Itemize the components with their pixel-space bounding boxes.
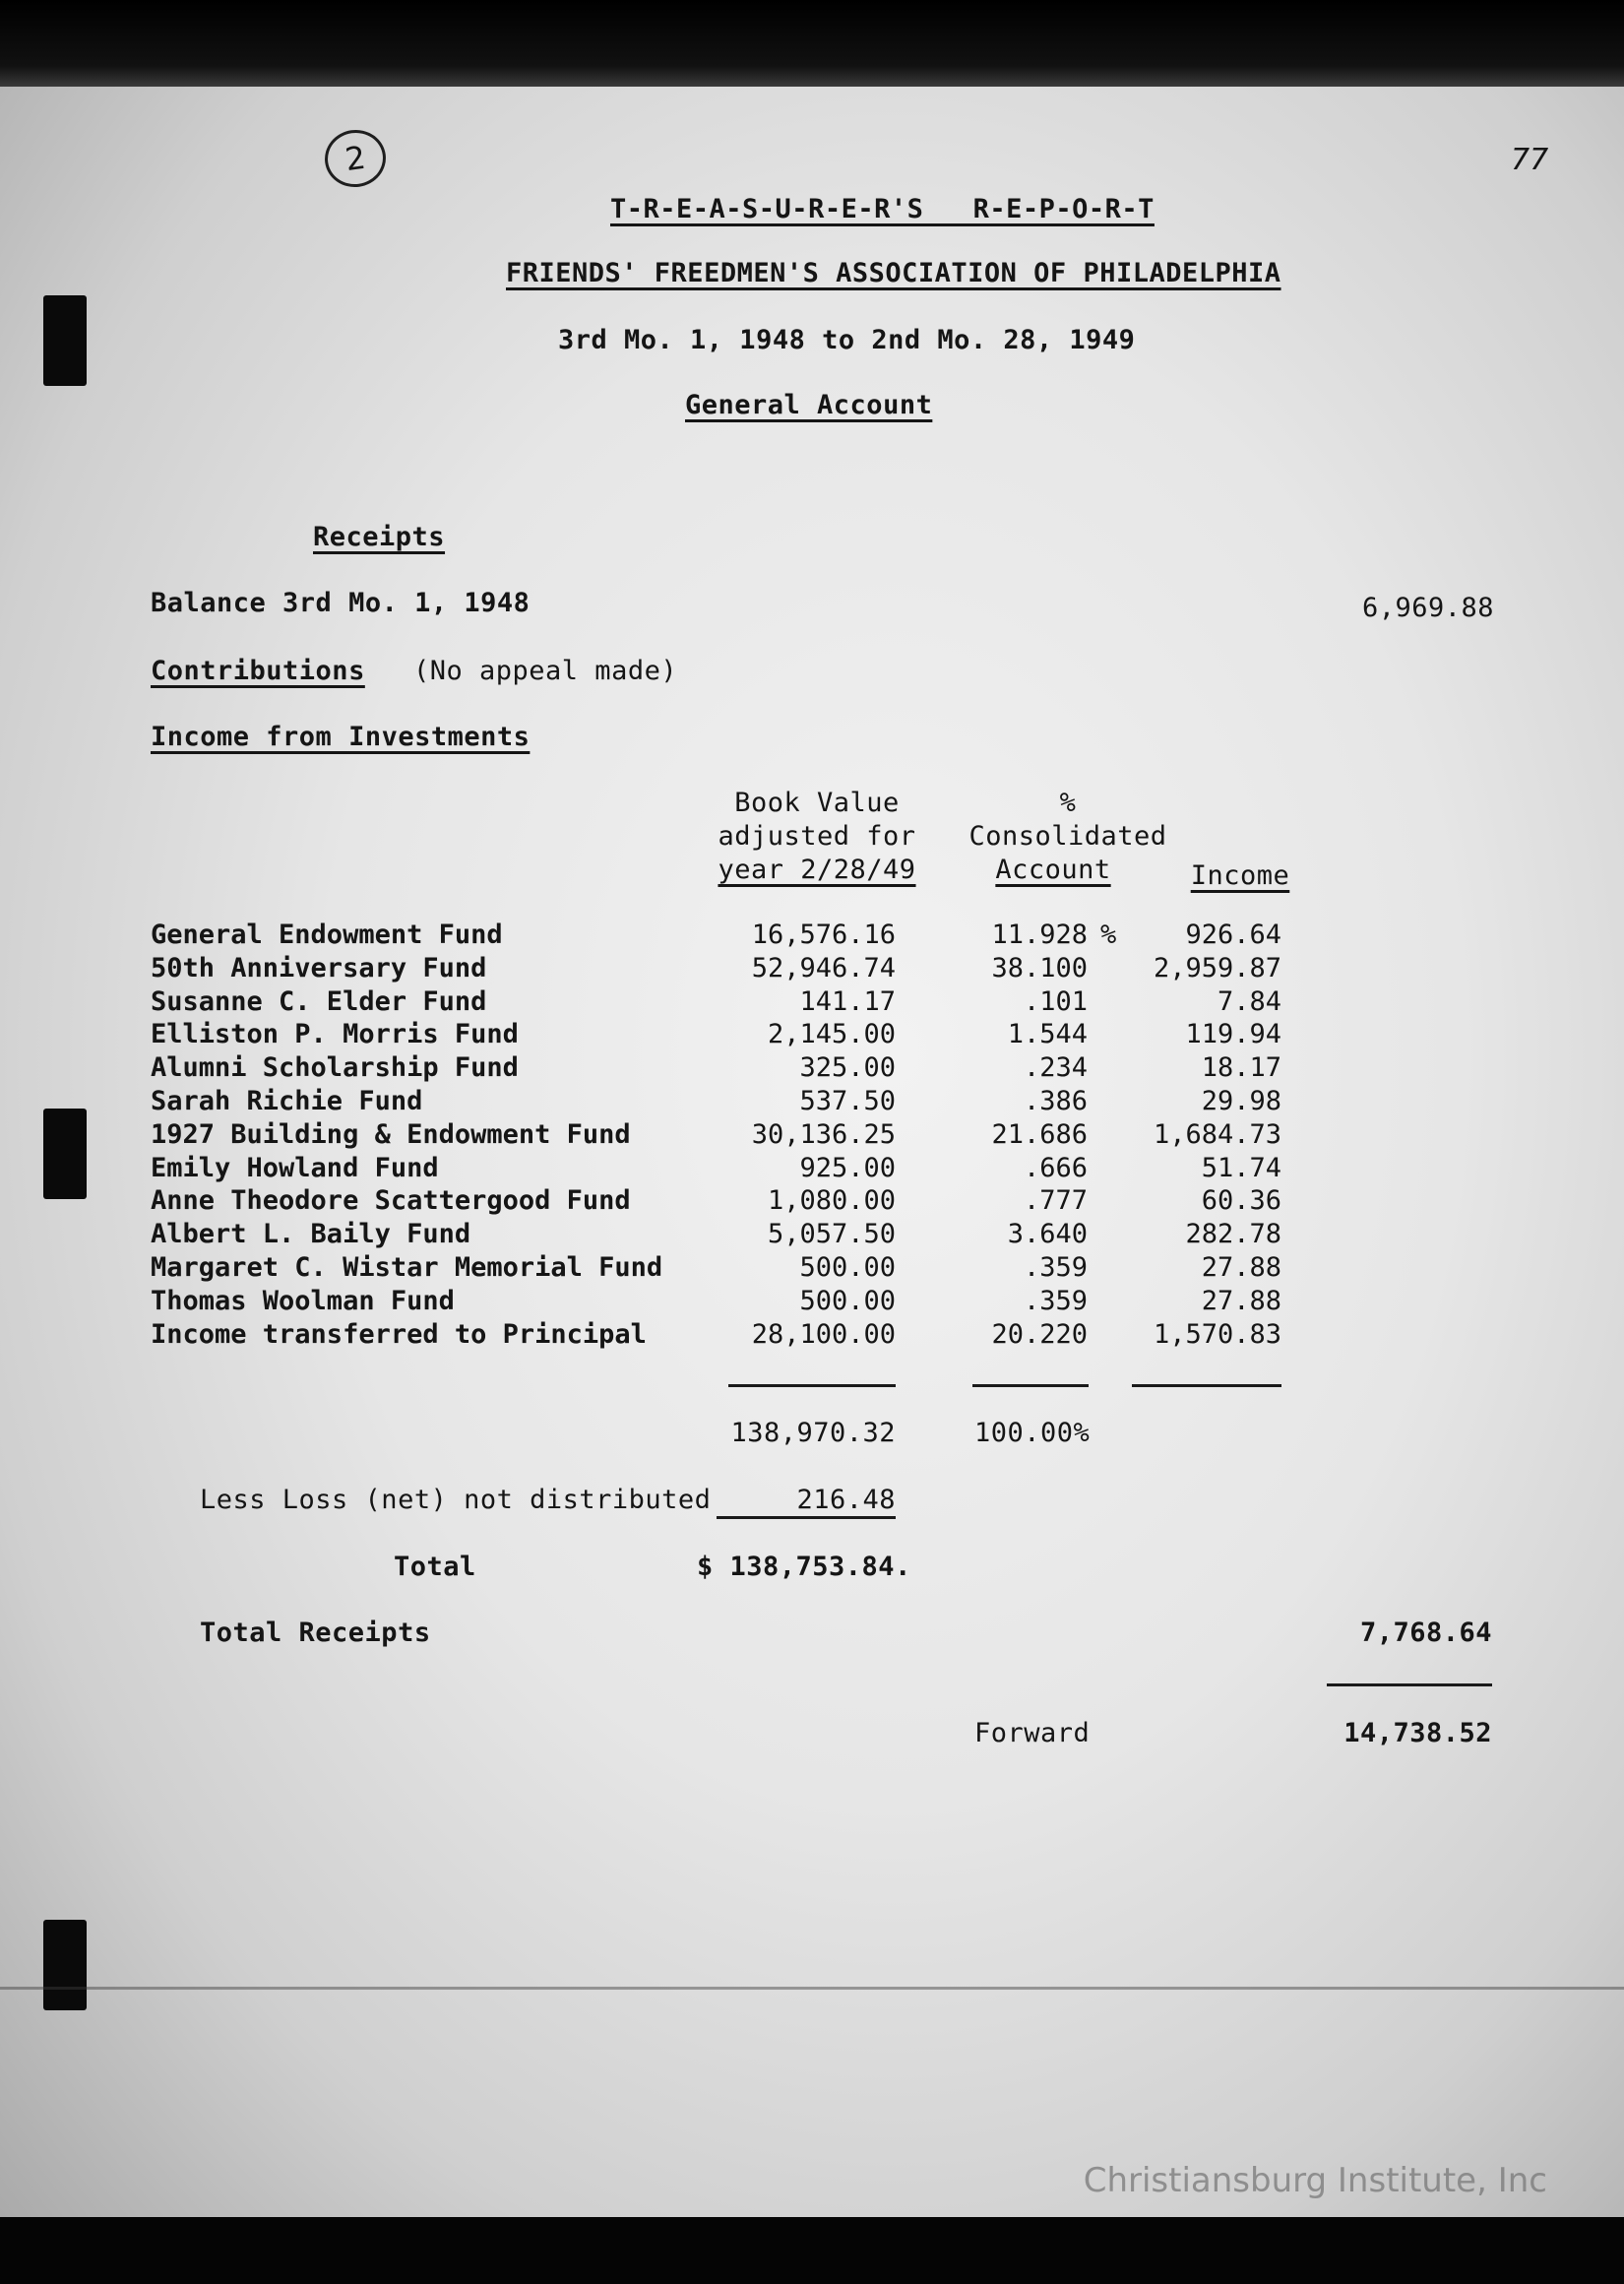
fund-income: 1,570.83 [1153,1318,1281,1350]
table-row [0,1252,1624,1286]
fund-book-value: 925.00 [799,1152,896,1183]
fund-book-value: 500.00 [799,1252,896,1283]
percent-sign: % [1100,920,1117,950]
fund-name: Income transferred to Principal [151,1318,647,1350]
fund-percent: 38.100 [991,952,1088,983]
fund-percent: 1.544 [1007,1019,1088,1050]
fund-book-value: 1,080.00 [767,1185,896,1217]
table-row [0,1319,1624,1353]
total-amount: $ 138,753.84. [697,1552,911,1582]
table-row [0,1219,1624,1252]
fund-name: Elliston P. Morris Fund [151,1019,519,1050]
balance-amount: 6,969.88 [1361,593,1494,623]
fund-income: 926.64 [1185,920,1281,950]
punch-hole [43,295,87,386]
fund-book-value: 325.00 [799,1052,896,1084]
fold-line [0,1987,1624,1990]
fund-percent: .101 [1023,985,1088,1017]
forward-amount: 14,738.52 [1343,1718,1492,1748]
fund-name: Thomas Woolman Fund [151,1285,455,1316]
fund-book-value: 52,946.74 [751,952,896,983]
fund-income: 1,684.73 [1153,1118,1281,1150]
fund-book-value: 28,100.00 [751,1318,896,1350]
book-value-rule [728,1384,896,1387]
fund-percent: 11.928 [991,920,1088,950]
fund-income: 7.84 [1217,985,1281,1017]
total-receipts-rule [1327,1683,1492,1686]
income-rule [1132,1384,1281,1387]
scan-bottom-border [0,2217,1624,2284]
punch-hole [43,1920,87,2010]
less-loss-amount: 216.48 [796,1485,896,1515]
fund-income: 282.78 [1185,1219,1281,1250]
fund-percent: 20.220 [991,1318,1088,1350]
percent-rule [972,1384,1089,1387]
col-percent-line1: % [1059,788,1077,818]
fund-income: 18.17 [1201,1052,1281,1084]
fund-income: 51.74 [1201,1152,1281,1183]
account-heading: General Account [685,390,933,420]
table-row [0,1086,1624,1119]
col-percent-line2: Consolidated [968,821,1167,852]
organization-name: FRIENDS' FREEDMEN'S ASSOCIATION OF PHILADELPHIA [506,258,1281,288]
fund-percent: .234 [1023,1052,1088,1084]
fund-book-value: 141.17 [799,985,896,1017]
table-row [0,1119,1624,1153]
fund-book-value: 2,145.00 [767,1019,896,1050]
table-row [0,1286,1624,1319]
fund-book-value: 500.00 [799,1285,896,1316]
col-income: Income [1190,860,1290,891]
watermark: Christiansburg Institute, Inc [1083,2161,1547,2200]
fund-name: 50th Anniversary Fund [151,952,487,983]
table-row [0,1185,1624,1219]
subtotal-percent: 100.00% [974,1418,1091,1448]
report-period: 3rd Mo. 1, 1948 to 2nd Mo. 28, 1949 [558,325,1136,355]
table-row [0,920,1624,953]
table-row [0,1019,1624,1052]
fund-percent: .777 [1023,1185,1088,1217]
fund-income: 27.88 [1201,1252,1281,1283]
col-percent-line3: Account [995,855,1111,885]
fund-percent: 21.686 [991,1118,1088,1150]
total-receipts-amount: 7,768.64 [1359,1618,1492,1648]
contributions-label: Contributions [151,656,365,686]
fund-name: 1927 Building & Endowment Fund [151,1118,631,1150]
report-title: T-R-E-A-S-U-R-E-R'S R-E-P-O-R-T [610,194,1155,224]
fund-percent: .359 [1023,1252,1088,1283]
fund-percent: 3.640 [1007,1219,1088,1250]
fund-name: Emily Howland Fund [151,1152,439,1183]
less-loss-rule [717,1516,896,1519]
receipts-heading: Receipts [313,522,446,552]
col-book-value-line1: Book Value [734,788,900,818]
table-row [0,986,1624,1020]
fund-income: 27.88 [1201,1285,1281,1316]
fund-name: Alumni Scholarship Fund [151,1052,519,1084]
scan-top-border [0,0,1624,95]
table-row [0,1052,1624,1086]
fund-name: Susanne C. Elder Fund [151,985,487,1017]
contributions-note: (No appeal made) [413,656,678,686]
fund-name: Sarah Richie Fund [151,1086,423,1116]
col-book-value-line3: year 2/28/49 [718,855,916,885]
col-book-value-line2: adjusted for [718,821,916,852]
fund-name: Margaret C. Wistar Memorial Fund [151,1252,663,1283]
fund-income: 60.36 [1201,1185,1281,1217]
fund-name: General Endowment Fund [151,920,503,950]
fund-book-value: 537.50 [799,1086,896,1116]
circled-number: 2 [321,126,389,191]
forward-label: Forward [974,1718,1091,1748]
fund-book-value: 16,576.16 [751,920,896,950]
fund-name: Anne Theodore Scattergood Fund [151,1185,631,1217]
fund-percent: .386 [1023,1086,1088,1116]
income-heading: Income from Investments [151,722,531,752]
total-receipts-label: Total Receipts [200,1618,431,1648]
fund-income: 29.98 [1201,1086,1281,1116]
fund-percent: .359 [1023,1285,1088,1316]
fund-name: Albert L. Baily Fund [151,1219,471,1250]
fund-percent: .666 [1023,1152,1088,1183]
table-row [0,1153,1624,1186]
fund-book-value: 30,136.25 [751,1118,896,1150]
less-loss-label: Less Loss (net) not distributed [200,1485,712,1515]
subtotal-book-value: 138,970.32 [730,1418,896,1448]
total-label: Total [394,1552,476,1582]
balance-label: Balance 3rd Mo. 1, 1948 [151,588,531,618]
fund-book-value: 5,057.50 [767,1219,896,1250]
fund-income: 119.94 [1185,1019,1281,1050]
fund-income: 2,959.87 [1153,952,1281,983]
page-number: 77 [1511,143,1549,177]
table-row [0,953,1624,986]
